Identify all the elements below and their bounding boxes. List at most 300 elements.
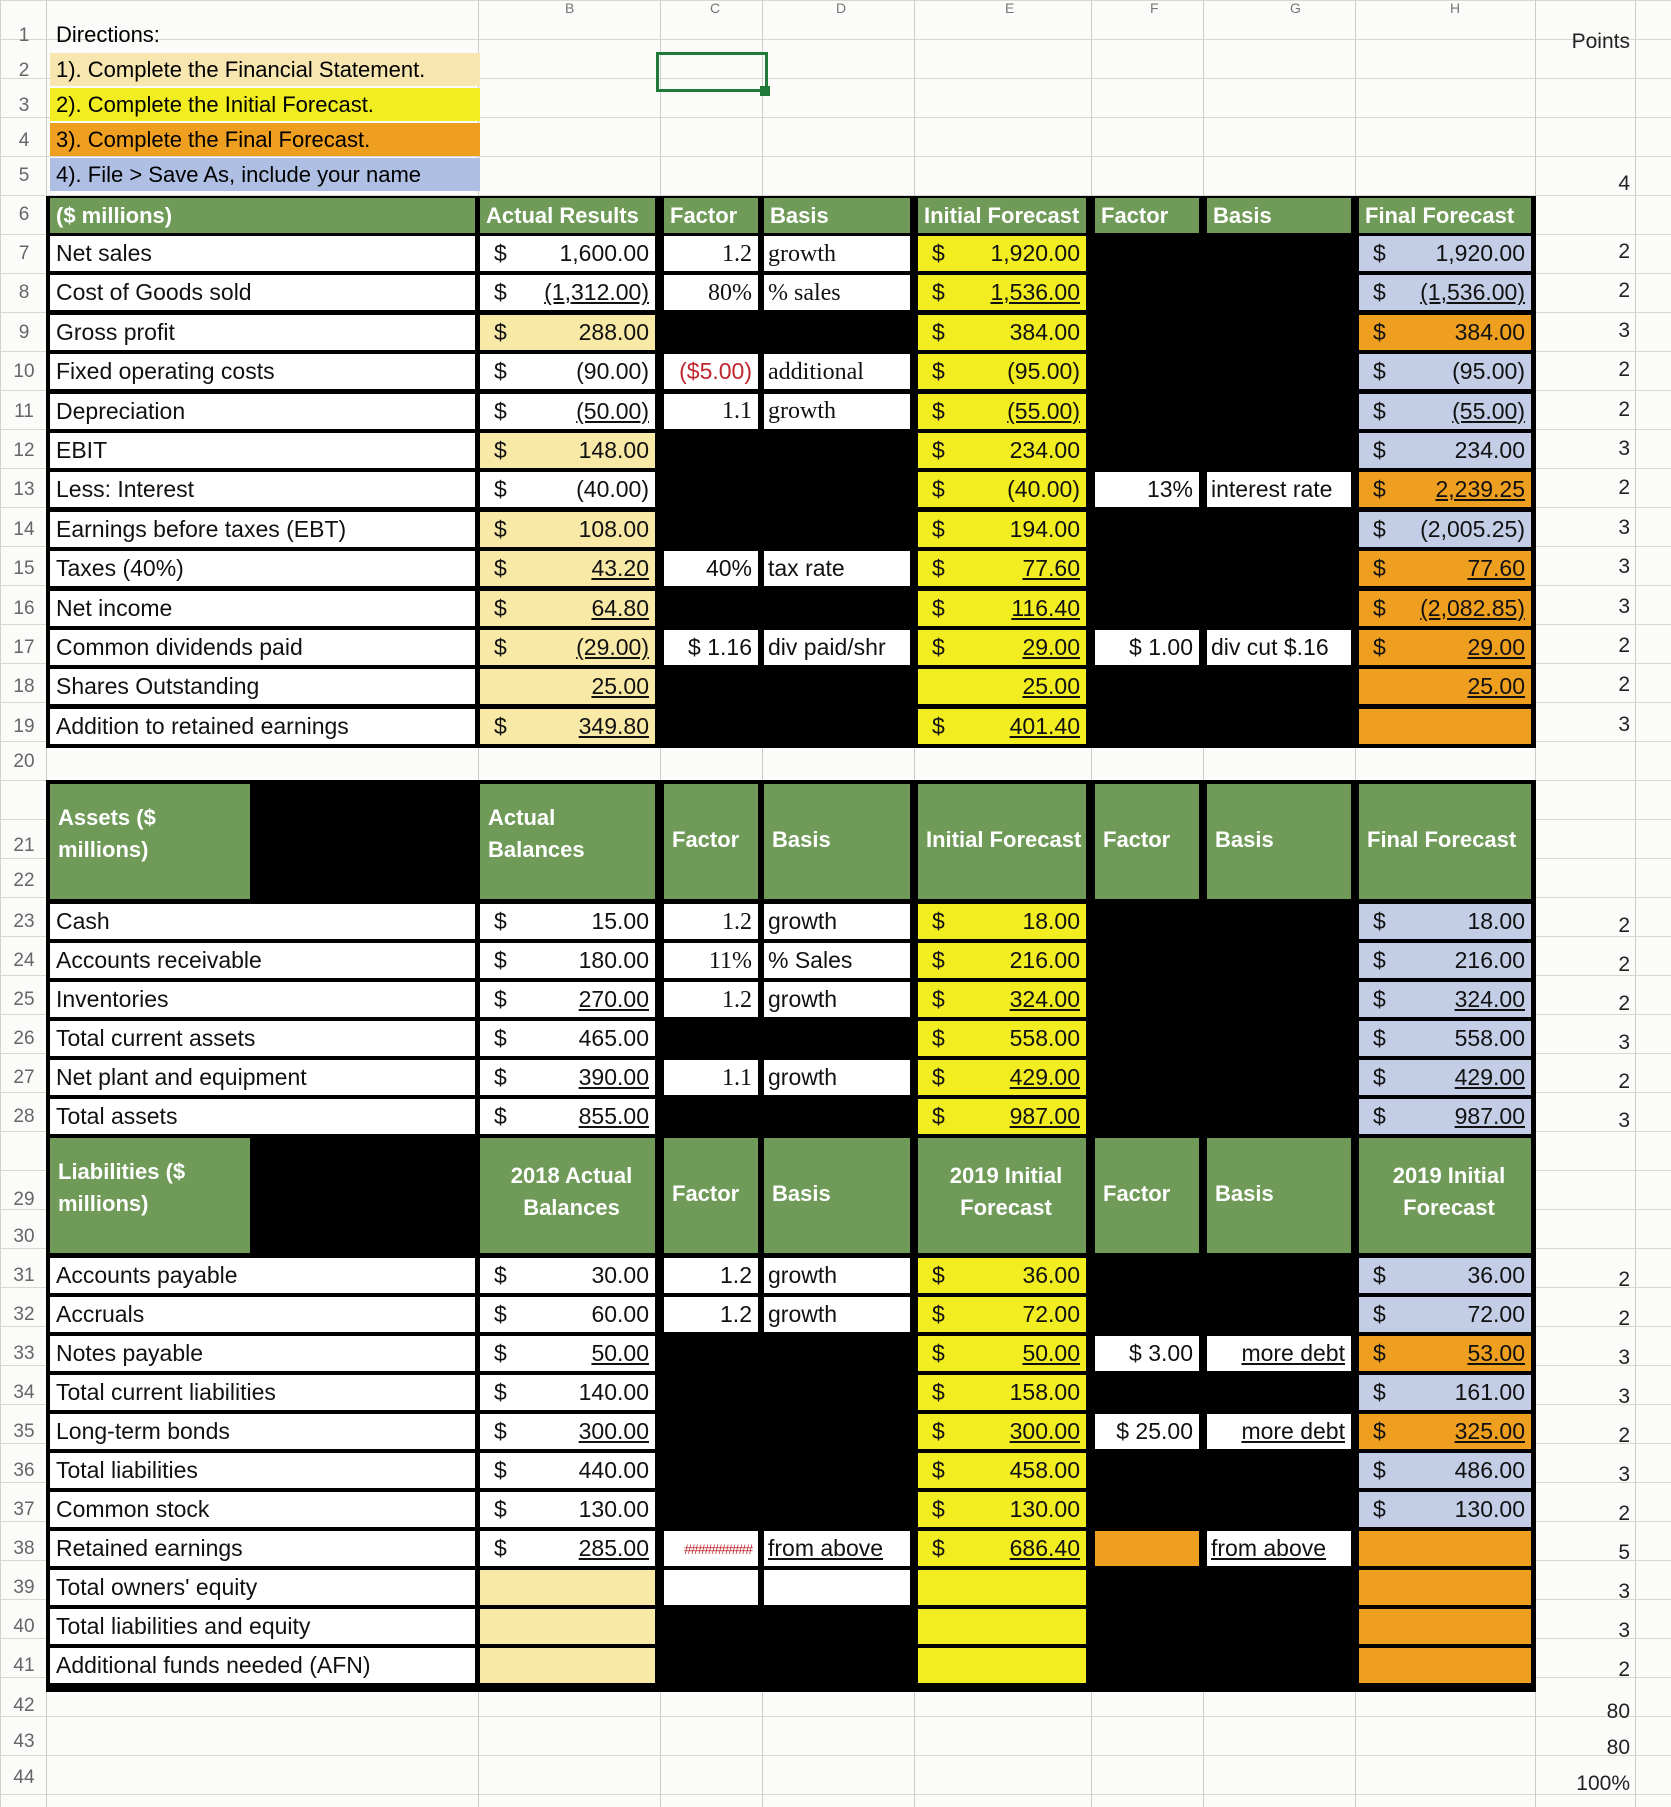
row-number[interactable]: 12 [13, 440, 35, 461]
basis-2-cell[interactable] [1207, 1258, 1351, 1293]
factor-cell[interactable]: ########## [664, 1531, 758, 1566]
factor-2-cell[interactable] [1095, 904, 1199, 939]
factor-cell[interactable] [664, 709, 758, 744]
basis-cell[interactable] [764, 1570, 910, 1605]
row-number[interactable]: 42 [13, 1695, 35, 1716]
initial-forecast-cell[interactable] [918, 1336, 1086, 1371]
actual-results-cell[interactable] [480, 591, 655, 626]
initial-forecast-cell[interactable] [918, 630, 1086, 665]
liabilities-label[interactable]: Notes payable [50, 1336, 475, 1371]
final-forecast-cell[interactable] [1359, 394, 1531, 429]
row-number[interactable]: 9 [18, 321, 30, 343]
initial-forecast-cell[interactable] [918, 315, 1086, 350]
actual-balance-cell[interactable] [480, 1648, 655, 1683]
initial-forecast-cell[interactable] [918, 1060, 1086, 1095]
final-forecast-cell[interactable] [1359, 275, 1531, 310]
basis-2-cell[interactable] [1207, 1375, 1351, 1410]
assets-header-lbl[interactable]: Assets ($ millions) [50, 784, 250, 899]
factor-2-cell[interactable] [1095, 1021, 1199, 1056]
liabilities-header-lbl[interactable]: Liabilities ($ millions) [50, 1138, 250, 1253]
initial-forecast-cell[interactable] [918, 275, 1086, 310]
liabilities-header-fin[interactable]: 2019 Initial Forecast [1359, 1138, 1531, 1253]
factor-cell[interactable]: $ 1.16 [664, 630, 758, 665]
basis-cell[interactable] [764, 1609, 910, 1644]
direction-step-2[interactable]: 2). Complete the Initial Forecast. [50, 88, 480, 121]
row-number[interactable]: 21 [13, 835, 35, 856]
factor-cell[interactable] [664, 1492, 758, 1527]
final-forecast-cell[interactable] [1359, 236, 1531, 271]
basis-cell[interactable]: from above [764, 1531, 910, 1566]
basis-cell[interactable]: growth [764, 394, 910, 429]
assets-header-b1[interactable]: Basis [764, 784, 910, 899]
initial-forecast-cell[interactable] [918, 354, 1086, 389]
row-number[interactable]: 34 [13, 1382, 35, 1403]
basis-2-cell[interactable] [1207, 669, 1351, 704]
basis-2-cell[interactable] [1207, 354, 1351, 389]
initial-forecast-cell[interactable] [918, 1648, 1086, 1683]
factor-cell[interactable]: 1.2 [664, 1258, 758, 1293]
liabilities-header-f1[interactable]: Factor [664, 1138, 758, 1253]
factor-cell[interactable] [664, 1336, 758, 1371]
basis-cell[interactable]: growth [764, 1060, 910, 1095]
actual-balance-cell[interactable] [480, 943, 655, 978]
initial-forecast-cell[interactable] [918, 591, 1086, 626]
liabilities-header-b2[interactable]: Basis [1207, 1138, 1351, 1253]
liabilities-label[interactable]: Total liabilities and equity [50, 1609, 475, 1644]
actual-results-cell[interactable] [480, 394, 655, 429]
basis-2-cell[interactable] [1207, 943, 1351, 978]
factor-2-cell[interactable] [1095, 1375, 1199, 1410]
basis-cell[interactable] [764, 669, 910, 704]
basis-2-cell[interactable] [1207, 1297, 1351, 1332]
basis-cell[interactable] [764, 1648, 910, 1683]
row-number[interactable]: 28 [13, 1106, 35, 1127]
row-number[interactable]: 31 [13, 1265, 35, 1286]
actual-results-cell[interactable] [480, 709, 655, 744]
basis-cell[interactable] [764, 472, 910, 507]
factor-cell[interactable] [664, 1648, 758, 1683]
row-number[interactable]: 16 [13, 597, 35, 619]
actual-balance-cell[interactable] [480, 1414, 655, 1449]
factor-2-cell[interactable] [1095, 315, 1199, 350]
row-number[interactable]: 5 [18, 165, 30, 186]
factor-2-cell[interactable] [1095, 709, 1199, 744]
assets-label[interactable]: Total current assets [50, 1021, 475, 1056]
direction-step-1[interactable]: 1). Complete the Financial Statement. [50, 53, 480, 86]
final-forecast-cell[interactable] [1359, 904, 1531, 939]
final-forecast-cell[interactable] [1359, 1414, 1531, 1449]
basis-cell[interactable] [764, 433, 910, 468]
liabilities-header-f2[interactable]: Factor [1095, 1138, 1199, 1253]
basis-cell[interactable] [764, 315, 910, 350]
factor-cell[interactable] [664, 433, 758, 468]
final-forecast-cell[interactable] [1359, 1336, 1531, 1371]
factor-2-cell[interactable] [1095, 1099, 1199, 1134]
row-number[interactable]: 33 [13, 1343, 35, 1364]
factor-cell[interactable]: 1.2 [664, 1297, 758, 1332]
factor-cell[interactable] [664, 1570, 758, 1605]
actual-balance-cell[interactable] [480, 982, 655, 1017]
final-forecast-cell[interactable] [1359, 591, 1531, 626]
row-number[interactable]: 25 [13, 989, 35, 1010]
factor-cell[interactable] [664, 1609, 758, 1644]
basis-2-cell[interactable] [1207, 315, 1351, 350]
row-number[interactable]: 10 [13, 361, 35, 383]
initial-forecast-cell[interactable] [918, 1375, 1086, 1410]
liabilities-label[interactable]: Retained earnings [50, 1531, 475, 1566]
basis-2-cell[interactable] [1207, 433, 1351, 468]
basis-2-cell[interactable] [1207, 512, 1351, 547]
final-forecast-cell[interactable] [1359, 551, 1531, 586]
basis-2-cell[interactable]: interest rate [1207, 472, 1351, 507]
row-number[interactable]: 24 [13, 950, 35, 971]
actual-balance-cell[interactable] [480, 1375, 655, 1410]
row-number[interactable]: 2 [18, 60, 30, 81]
row-number[interactable]: 26 [13, 1028, 35, 1049]
basis-cell[interactable]: growth [764, 236, 910, 271]
row-number[interactable]: 22 [13, 870, 35, 891]
income-label[interactable]: Shares Outstanding [50, 669, 475, 704]
income-label[interactable]: Cost of Goods sold [50, 275, 475, 310]
actual-results-cell[interactable] [480, 433, 655, 468]
actual-results-cell[interactable] [480, 669, 655, 704]
row-number[interactable]: 37 [13, 1499, 35, 1520]
basis-cell[interactable] [764, 709, 910, 744]
fill-handle[interactable] [760, 86, 770, 96]
factor-2-cell[interactable] [1095, 591, 1199, 626]
liabilities-label[interactable]: Total current liabilities [50, 1375, 475, 1410]
final-forecast-cell[interactable] [1359, 1570, 1531, 1605]
basis-2-cell[interactable]: div cut $.16 [1207, 630, 1351, 665]
row-number[interactable]: 35 [13, 1421, 35, 1442]
income-label[interactable]: Addition to retained earnings [50, 709, 475, 744]
column-header-f[interactable]: F [1150, 0, 1159, 16]
initial-forecast-cell[interactable] [918, 1492, 1086, 1527]
factor-2-cell[interactable] [1095, 1570, 1199, 1605]
initial-forecast-cell[interactable] [918, 1258, 1086, 1293]
basis-2-cell[interactable] [1207, 1609, 1351, 1644]
assets-header-f2[interactable]: Factor [1095, 784, 1199, 899]
factor-2-cell[interactable] [1095, 1531, 1199, 1566]
assets-header-act[interactable]: Actual Balances [480, 784, 655, 899]
initial-forecast-cell[interactable] [918, 1609, 1086, 1644]
row-number[interactable]: 36 [13, 1460, 35, 1481]
initial-forecast-cell[interactable] [918, 1531, 1086, 1566]
factor-cell[interactable] [664, 1021, 758, 1056]
income-label[interactable]: EBIT [50, 433, 475, 468]
basis-2-cell[interactable] [1207, 1099, 1351, 1134]
row-number[interactable]: 38 [13, 1538, 35, 1559]
final-forecast-cell[interactable] [1359, 512, 1531, 547]
row-number[interactable]: 7 [18, 243, 30, 264]
direction-step-3[interactable]: 3). Complete the Final Forecast. [50, 123, 480, 156]
factor-cell[interactable]: 1.2 [664, 982, 758, 1017]
initial-forecast-cell[interactable] [918, 236, 1086, 271]
initial-forecast-cell[interactable] [918, 1099, 1086, 1134]
liabilities-header-ini[interactable]: 2019 Initial Forecast [918, 1138, 1086, 1253]
factor-2-cell[interactable] [1095, 1492, 1199, 1527]
factor-2-cell[interactable] [1095, 1297, 1199, 1332]
assets-header-fin[interactable]: Final Forecast [1359, 784, 1531, 899]
row-number[interactable]: 19 [13, 715, 35, 737]
row-number[interactable]: 44 [13, 1767, 35, 1788]
income-header-act[interactable]: Actual Results [480, 198, 655, 233]
actual-balance-cell[interactable] [480, 904, 655, 939]
final-forecast-cell[interactable] [1359, 1453, 1531, 1488]
actual-balance-cell[interactable] [480, 1336, 655, 1371]
income-header-b1[interactable]: Basis [764, 198, 910, 233]
factor-2-cell[interactable] [1095, 669, 1199, 704]
assets-header-b2[interactable]: Basis [1207, 784, 1351, 899]
column-header-h[interactable]: H [1450, 0, 1461, 16]
basis-cell[interactable]: growth [764, 1258, 910, 1293]
actual-results-cell[interactable] [480, 354, 655, 389]
basis-cell[interactable] [764, 1336, 910, 1371]
basis-2-cell[interactable] [1207, 275, 1351, 310]
row-number[interactable]: 13 [13, 479, 35, 501]
row-number[interactable]: 11 [14, 400, 34, 422]
actual-results-cell[interactable] [480, 630, 655, 665]
basis-2-cell[interactable] [1207, 1453, 1351, 1488]
final-forecast-cell[interactable] [1359, 1021, 1531, 1056]
factor-cell[interactable]: 1.1 [664, 394, 758, 429]
income-label[interactable]: Net sales [50, 236, 475, 271]
income-label[interactable]: Less: Interest [50, 472, 475, 507]
liabilities-header-act[interactable]: 2018 Actual Balances [480, 1138, 655, 1253]
final-forecast-cell[interactable] [1359, 1099, 1531, 1134]
assets-header-ini[interactable]: Initial Forecast [918, 784, 1086, 899]
factor-2-cell[interactable]: $ 1.00 [1095, 630, 1199, 665]
column-header-c[interactable]: C [710, 0, 721, 16]
basis-cell[interactable]: % sales [764, 275, 910, 310]
factor-2-cell[interactable] [1095, 275, 1199, 310]
final-forecast-cell[interactable] [1359, 1492, 1531, 1527]
row-number[interactable]: 32 [13, 1304, 35, 1325]
basis-cell[interactable]: div paid/shr [764, 630, 910, 665]
basis-2-cell[interactable] [1207, 904, 1351, 939]
initial-forecast-cell[interactable] [918, 669, 1086, 704]
income-header-f2[interactable]: Factor [1095, 198, 1199, 233]
basis-cell[interactable]: additional [764, 354, 910, 389]
factor-cell[interactable]: 1.2 [664, 236, 758, 271]
factor-cell[interactable]: 1.2 [664, 904, 758, 939]
income-label[interactable]: Net income [50, 591, 475, 626]
row-number[interactable]: 23 [13, 911, 35, 932]
row-number[interactable]: 8 [18, 282, 30, 304]
actual-balance-cell[interactable] [480, 1099, 655, 1134]
row-number[interactable]: 39 [13, 1577, 35, 1598]
basis-cell[interactable] [764, 1375, 910, 1410]
final-forecast-cell[interactable] [1359, 433, 1531, 468]
liabilities-label[interactable]: Long-term bonds [50, 1414, 475, 1449]
final-forecast-cell[interactable] [1359, 709, 1531, 744]
income-label[interactable]: Common dividends paid [50, 630, 475, 665]
liabilities-label[interactable]: Total liabilities [50, 1453, 475, 1488]
final-forecast-cell[interactable] [1359, 943, 1531, 978]
basis-cell[interactable]: growth [764, 1297, 910, 1332]
factor-2-cell[interactable] [1095, 1453, 1199, 1488]
basis-2-cell[interactable]: more debt [1207, 1336, 1351, 1371]
liabilities-header-b1[interactable]: Basis [764, 1138, 910, 1253]
assets-label[interactable]: Cash [50, 904, 475, 939]
basis-2-cell[interactable] [1207, 1648, 1351, 1683]
factor-cell[interactable]: 1.1 [664, 1060, 758, 1095]
row-number[interactable]: 1 [18, 25, 30, 46]
factor-2-cell[interactable]: $ 25.00 [1095, 1414, 1199, 1449]
actual-results-cell[interactable] [480, 551, 655, 586]
factor-cell[interactable]: ($5.00) [664, 354, 758, 389]
factor-cell[interactable]: 40% [664, 551, 758, 586]
final-forecast-cell[interactable] [1359, 1648, 1531, 1683]
income-header-f1[interactable]: Factor [664, 198, 758, 233]
initial-forecast-cell[interactable] [918, 904, 1086, 939]
actual-balance-cell[interactable] [480, 1609, 655, 1644]
liabilities-label[interactable]: Accounts payable [50, 1258, 475, 1293]
direction-step-4[interactable]: 4). File > Save As, include your name [50, 158, 480, 191]
final-forecast-cell[interactable] [1359, 1060, 1531, 1095]
final-forecast-cell[interactable] [1359, 472, 1531, 507]
factor-2-cell[interactable] [1095, 982, 1199, 1017]
final-forecast-cell[interactable] [1359, 1375, 1531, 1410]
row-number[interactable]: 40 [13, 1616, 35, 1637]
assets-header-f1[interactable]: Factor [664, 784, 758, 899]
initial-forecast-cell[interactable] [918, 512, 1086, 547]
basis-cell[interactable] [764, 591, 910, 626]
basis-2-cell[interactable] [1207, 982, 1351, 1017]
factor-cell[interactable] [664, 1375, 758, 1410]
final-forecast-cell[interactable] [1359, 315, 1531, 350]
factor-2-cell[interactable] [1095, 943, 1199, 978]
actual-balance-cell[interactable] [480, 1570, 655, 1605]
row-number[interactable]: 18 [13, 676, 35, 698]
final-forecast-cell[interactable] [1359, 630, 1531, 665]
basis-2-cell[interactable] [1207, 236, 1351, 271]
factor-2-cell[interactable] [1095, 394, 1199, 429]
basis-cell[interactable]: growth [764, 982, 910, 1017]
factor-cell[interactable] [664, 472, 758, 507]
column-header-e[interactable]: E [1005, 0, 1015, 16]
basis-2-cell[interactable]: from above [1207, 1531, 1351, 1566]
factor-2-cell[interactable]: 13% [1095, 472, 1199, 507]
initial-forecast-cell[interactable] [918, 709, 1086, 744]
factor-2-cell[interactable] [1095, 433, 1199, 468]
actual-balance-cell[interactable] [480, 1531, 655, 1566]
initial-forecast-cell[interactable] [918, 551, 1086, 586]
factor-cell[interactable] [664, 512, 758, 547]
initial-forecast-cell[interactable] [918, 394, 1086, 429]
basis-2-cell[interactable] [1207, 1492, 1351, 1527]
basis-2-cell[interactable] [1207, 551, 1351, 586]
factor-2-cell[interactable] [1095, 1609, 1199, 1644]
assets-label[interactable]: Total assets [50, 1099, 475, 1134]
income-header-ini[interactable]: Initial Forecast [918, 198, 1086, 233]
initial-forecast-cell[interactable] [918, 1414, 1086, 1449]
basis-2-cell[interactable] [1207, 394, 1351, 429]
factor-2-cell[interactable] [1095, 1648, 1199, 1683]
row-number[interactable]: 30 [13, 1226, 35, 1247]
row-number[interactable]: 15 [13, 558, 35, 580]
income-header-b2[interactable]: Basis [1207, 198, 1351, 233]
initial-forecast-cell[interactable] [918, 1297, 1086, 1332]
assets-label[interactable]: Inventories [50, 982, 475, 1017]
actual-results-cell[interactable] [480, 512, 655, 547]
basis-cell[interactable] [764, 1021, 910, 1056]
basis-2-cell[interactable]: more debt [1207, 1414, 1351, 1449]
income-label[interactable]: Fixed operating costs [50, 354, 475, 389]
actual-results-cell[interactable] [480, 236, 655, 271]
liabilities-label[interactable]: Accruals [50, 1297, 475, 1332]
final-forecast-cell[interactable] [1359, 1258, 1531, 1293]
basis-cell[interactable] [764, 1453, 910, 1488]
row-number[interactable]: 43 [13, 1731, 35, 1752]
income-label[interactable]: Depreciation [50, 394, 475, 429]
row-number[interactable]: 41 [13, 1655, 35, 1676]
column-header-g[interactable]: G [1290, 0, 1301, 16]
initial-forecast-cell[interactable] [918, 1453, 1086, 1488]
column-header-b[interactable]: B [565, 0, 575, 16]
basis-2-cell[interactable] [1207, 1021, 1351, 1056]
row-number[interactable]: 17 [13, 637, 35, 658]
actual-balance-cell[interactable] [480, 1021, 655, 1056]
factor-2-cell[interactable] [1095, 1060, 1199, 1095]
row-number[interactable]: 4 [18, 130, 30, 151]
row-number[interactable]: 14 [13, 518, 35, 540]
factor-2-cell[interactable] [1095, 551, 1199, 586]
income-label[interactable]: Earnings before taxes (EBT) [50, 512, 475, 547]
income-label[interactable]: Gross profit [50, 315, 475, 350]
actual-balance-cell[interactable] [480, 1258, 655, 1293]
factor-cell[interactable] [664, 1414, 758, 1449]
actual-results-cell[interactable] [480, 275, 655, 310]
actual-results-cell[interactable] [480, 315, 655, 350]
liabilities-label[interactable]: Total owners' equity [50, 1570, 475, 1605]
basis-cell[interactable]: % Sales [764, 943, 910, 978]
factor-cell[interactable]: 11% [664, 943, 758, 978]
basis-cell[interactable]: tax rate [764, 551, 910, 586]
row-number[interactable]: 6 [18, 204, 30, 225]
initial-forecast-cell[interactable] [918, 433, 1086, 468]
actual-balance-cell[interactable] [480, 1060, 655, 1095]
final-forecast-cell[interactable] [1359, 1531, 1531, 1566]
final-forecast-cell[interactable] [1359, 669, 1531, 704]
factor-2-cell[interactable]: $ 3.00 [1095, 1336, 1199, 1371]
factor-2-cell[interactable] [1095, 354, 1199, 389]
final-forecast-cell[interactable] [1359, 982, 1531, 1017]
factor-cell[interactable] [664, 669, 758, 704]
factor-cell[interactable] [664, 315, 758, 350]
row-number[interactable]: 20 [13, 751, 35, 772]
factor-cell[interactable]: 80% [664, 275, 758, 310]
initial-forecast-cell[interactable] [918, 943, 1086, 978]
column-header-d[interactable]: D [836, 0, 847, 16]
basis-cell[interactable] [764, 1414, 910, 1449]
basis-2-cell[interactable] [1207, 591, 1351, 626]
row-number[interactable]: 29 [13, 1189, 35, 1210]
factor-cell[interactable] [664, 1099, 758, 1134]
final-forecast-cell[interactable] [1359, 354, 1531, 389]
factor-cell[interactable] [664, 591, 758, 626]
basis-cell[interactable] [764, 1492, 910, 1527]
selected-cell[interactable] [656, 52, 768, 92]
basis-2-cell[interactable] [1207, 709, 1351, 744]
actual-balance-cell[interactable] [480, 1492, 655, 1527]
directions-title[interactable]: Directions: [56, 21, 160, 47]
actual-balance-cell[interactable] [480, 1297, 655, 1332]
final-forecast-cell[interactable] [1359, 1297, 1531, 1332]
actual-balance-cell[interactable] [480, 1453, 655, 1488]
basis-2-cell[interactable] [1207, 1060, 1351, 1095]
factor-2-cell[interactable] [1095, 512, 1199, 547]
